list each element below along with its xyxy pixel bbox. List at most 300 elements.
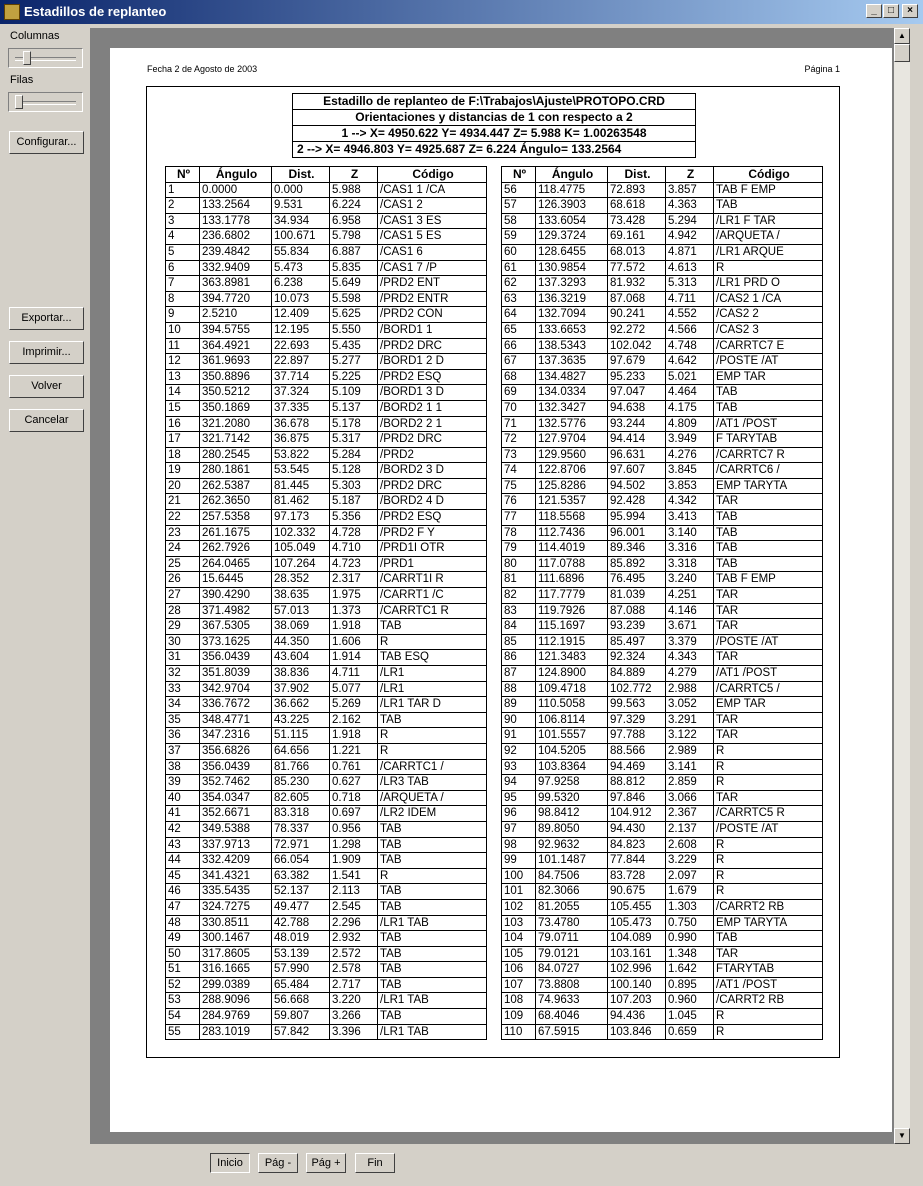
table-cell: 236.6802 [200, 229, 272, 245]
table-cell: 68 [502, 369, 536, 385]
table-cell: /LR1 [378, 666, 487, 682]
table-row [502, 541, 823, 557]
table-row [166, 666, 487, 682]
table-cell: 3.949 [666, 432, 714, 448]
table-cell: R [714, 1009, 823, 1025]
table-cell: TAR [714, 712, 823, 728]
table-cell: 4.642 [666, 354, 714, 370]
table-cell: 23 [166, 525, 200, 541]
table-cell: 94 [502, 775, 536, 791]
table-cell: 53.822 [272, 447, 330, 463]
table-cell: 102.042 [608, 338, 666, 354]
table-row [502, 432, 823, 448]
table-cell: 105.473 [608, 915, 666, 931]
table-cell: 38 [166, 759, 200, 775]
table-cell: 110.5058 [536, 697, 608, 713]
table-cell: 34.934 [272, 213, 330, 229]
table-row [502, 962, 823, 978]
table-row [502, 478, 823, 494]
table-cell: 79.0121 [536, 946, 608, 962]
table-cell: 66.054 [272, 853, 330, 869]
table-cell: 332.4209 [200, 853, 272, 869]
report-subtitle: Orientaciones y distancias de 1 con respecto a 2 [293, 110, 696, 126]
table-cell: 51 [166, 962, 200, 978]
table-cell: 3.396 [330, 1024, 378, 1040]
table-cell: TAB [714, 510, 823, 526]
table-cell: 52.137 [272, 884, 330, 900]
table-cell: TAR [714, 946, 823, 962]
table-cell: 95.994 [608, 510, 666, 526]
table-cell: /POSTE /AT [714, 821, 823, 837]
table-cell: /LR1 TAB [378, 1024, 487, 1040]
table-cell: 53.139 [272, 946, 330, 962]
col-header-dist: Dist. [608, 167, 666, 183]
table-cell: 85.230 [272, 775, 330, 791]
table-cell: 29 [166, 619, 200, 635]
close-button[interactable]: × [902, 4, 918, 18]
col-header-z: Z [330, 167, 378, 183]
maximize-button[interactable]: □ [883, 4, 899, 18]
table-cell: 361.9693 [200, 354, 272, 370]
table-cell: 42 [166, 821, 200, 837]
col-header-angulo: Ángulo [536, 167, 608, 183]
table-cell: R [378, 868, 487, 884]
table-row [166, 821, 487, 837]
table-cell: 239.4842 [200, 244, 272, 260]
table-cell: 10.073 [272, 291, 330, 307]
table-cell: 16 [166, 416, 200, 432]
table-cell: 44 [166, 853, 200, 869]
table-cell: /CARRT2 RB [714, 993, 823, 1009]
table-cell: 95.233 [608, 369, 666, 385]
table-row [502, 821, 823, 837]
table-cell: 1.918 [330, 619, 378, 635]
table-cell: 78.337 [272, 821, 330, 837]
table-cell: TAB F EMP [714, 572, 823, 588]
table-cell: 99.563 [608, 697, 666, 713]
table-cell: 98 [502, 837, 536, 853]
table-cell: 5.128 [330, 463, 378, 479]
table-cell: 2.317 [330, 572, 378, 588]
table-cell: 49 [166, 931, 200, 947]
table-cell: 133.6054 [536, 213, 608, 229]
table-cell: 352.6671 [200, 806, 272, 822]
table-cell: 4.464 [666, 385, 714, 401]
table-cell: TAB F EMP [714, 182, 823, 198]
table-cell: 118.4775 [536, 182, 608, 198]
table-row [166, 993, 487, 1009]
table-cell: 2.162 [330, 712, 378, 728]
table-cell: 87.088 [608, 603, 666, 619]
table-cell: 37.902 [272, 681, 330, 697]
table-cell: 1.918 [330, 728, 378, 744]
table-cell: /CARRTC7 R [714, 447, 823, 463]
table-cell: /ARQUETA / [714, 229, 823, 245]
table-row [166, 213, 487, 229]
table-row [502, 572, 823, 588]
table-cell: 316.1665 [200, 962, 272, 978]
table-cell: 57 [502, 198, 536, 214]
col-header-z: Z [666, 167, 714, 183]
table-cell: 37.324 [272, 385, 330, 401]
table-cell: 109.4718 [536, 681, 608, 697]
table-cell: 73 [502, 447, 536, 463]
table-cell: 5.077 [330, 681, 378, 697]
table-cell: 69.161 [608, 229, 666, 245]
table-cell: /PRD2 DRC [378, 478, 487, 494]
table-row [502, 1009, 823, 1025]
table-cell: 39 [166, 775, 200, 791]
table-cell: 43.604 [272, 650, 330, 666]
table-cell: 15.6445 [200, 572, 272, 588]
col-header-angulo: Ángulo [200, 167, 272, 183]
table-cell: 5 [166, 244, 200, 260]
table-cell: 1.373 [330, 603, 378, 619]
table-cell: /PRD2 ENT [378, 276, 487, 292]
table-cell: 4.279 [666, 666, 714, 682]
table-cell: 62 [502, 276, 536, 292]
table-cell: /CAS1 3 ES [378, 213, 487, 229]
table-cell: 81 [502, 572, 536, 588]
table-cell: 2.578 [330, 962, 378, 978]
next-page-button[interactable]: Pág + [306, 1153, 346, 1173]
minimize-button[interactable]: _ [866, 4, 882, 18]
table-cell: 350.1869 [200, 400, 272, 416]
table-row [166, 572, 487, 588]
table-row [502, 322, 823, 338]
table-cell: 134.4827 [536, 369, 608, 385]
table-cell: 2.608 [666, 837, 714, 853]
table-cell: 37 [166, 743, 200, 759]
table-row [502, 603, 823, 619]
table-cell: 92.9632 [536, 837, 608, 853]
table-cell: 2.859 [666, 775, 714, 791]
table-cell: 102 [502, 899, 536, 915]
table-cell: 6.238 [272, 276, 330, 292]
table-row [166, 899, 487, 915]
exportar-button[interactable]: Exportar... [9, 307, 84, 330]
table-cell: 72.971 [272, 837, 330, 853]
table-cell: 56.668 [272, 993, 330, 1009]
scroll-thumb[interactable] [894, 44, 910, 62]
table-row [166, 915, 487, 931]
fin-button[interactable]: Fin [355, 1153, 395, 1173]
table-cell: 4.276 [666, 447, 714, 463]
imprimir-button[interactable]: Imprimir... [9, 341, 84, 364]
table-cell: /POSTE /AT [714, 634, 823, 650]
table-row [502, 369, 823, 385]
table-cell: 133.6653 [536, 322, 608, 338]
table-cell: 38.836 [272, 666, 330, 682]
table-row [166, 291, 487, 307]
table-row [502, 400, 823, 416]
table-cell: 300.1467 [200, 931, 272, 947]
table-cell: 83.728 [608, 868, 666, 884]
inicio-button[interactable]: Inicio [210, 1153, 250, 1173]
table-row [502, 588, 823, 604]
table-cell: 3.220 [330, 993, 378, 1009]
table-cell: 65 [502, 322, 536, 338]
table-cell: 332.9409 [200, 260, 272, 276]
table-cell: 394.5755 [200, 322, 272, 338]
table-cell: 97.329 [608, 712, 666, 728]
table-cell: 81.039 [608, 588, 666, 604]
table-cell: /BORD2 4 D [378, 494, 487, 510]
table-cell: 112.1915 [536, 634, 608, 650]
table-cell: 88.812 [608, 775, 666, 791]
table-cell: 77.572 [608, 260, 666, 276]
table-row [166, 198, 487, 214]
table-row [166, 790, 487, 806]
table-cell: 72 [502, 432, 536, 448]
table-cell: 92.272 [608, 322, 666, 338]
data-table-left [165, 166, 487, 1040]
table-cell: 68.4046 [536, 1009, 608, 1025]
table-cell: 76.495 [608, 572, 666, 588]
table-cell: 84.0727 [536, 962, 608, 978]
table-cell: 9.531 [272, 198, 330, 214]
table-cell: 112.7436 [536, 525, 608, 541]
table-cell: 5.356 [330, 510, 378, 526]
vertical-scrollbar[interactable] [894, 28, 910, 1144]
table-cell: 18 [166, 447, 200, 463]
table-cell: 86 [502, 650, 536, 666]
table-row [502, 993, 823, 1009]
cancelar-button[interactable]: Cancelar [9, 409, 84, 432]
table-row [502, 525, 823, 541]
table-cell: 121.5357 [536, 494, 608, 510]
table-cell: 348.4771 [200, 712, 272, 728]
volver-button[interactable]: Volver [9, 375, 84, 398]
table-cell: 100.140 [608, 977, 666, 993]
table-cell: /CAS2 3 [714, 322, 823, 338]
table-cell: 0.750 [666, 915, 714, 931]
table-cell: 84.889 [608, 666, 666, 682]
table-cell: 81.932 [608, 276, 666, 292]
table-cell: /PRD1 [378, 556, 487, 572]
table-cell: /BORD1 2 D [378, 354, 487, 370]
table-row [166, 229, 487, 245]
table-cell: 97.607 [608, 463, 666, 479]
table-cell: 94.469 [608, 759, 666, 775]
table-cell: 89.8050 [536, 821, 608, 837]
table-cell: 47 [166, 899, 200, 915]
table-row [166, 806, 487, 822]
table-cell: R [378, 728, 487, 744]
table-cell: 5.178 [330, 416, 378, 432]
table-row [502, 868, 823, 884]
table-cell: R [714, 1024, 823, 1040]
table-row [166, 541, 487, 557]
table-cell: R [378, 634, 487, 650]
table-row [166, 728, 487, 744]
table-cell: 69 [502, 385, 536, 401]
table-cell: 6.958 [330, 213, 378, 229]
table-cell: 0.659 [666, 1024, 714, 1040]
table-row [502, 681, 823, 697]
table-row [502, 806, 823, 822]
table-cell: 68.618 [608, 198, 666, 214]
table-cell: 124.8900 [536, 666, 608, 682]
table-cell: 106 [502, 962, 536, 978]
table-cell: /CARRTC7 E [714, 338, 823, 354]
table-cell: /PRD2 CON [378, 307, 487, 323]
table-cell: 12.195 [272, 322, 330, 338]
columnas-slider[interactable] [8, 48, 83, 68]
table-cell: 2.572 [330, 946, 378, 962]
table-cell: 38.635 [272, 588, 330, 604]
table-cell: 57.013 [272, 603, 330, 619]
table-cell: TAB [378, 899, 487, 915]
table-cell: TAB [714, 931, 823, 947]
table-row [166, 743, 487, 759]
table-cell: 133.2564 [200, 198, 272, 214]
table-row [166, 338, 487, 354]
table-cell: 77.844 [608, 853, 666, 869]
table-cell: 50 [166, 946, 200, 962]
table-cell: 354.0347 [200, 790, 272, 806]
table-cell: 33 [166, 681, 200, 697]
table-cell: 5.649 [330, 276, 378, 292]
table-cell: 96.631 [608, 447, 666, 463]
table-cell: /CAS1 5 ES [378, 229, 487, 245]
table-cell: 3.857 [666, 182, 714, 198]
table-cell: 336.7672 [200, 697, 272, 713]
table-cell: 2.717 [330, 977, 378, 993]
table-cell: 1.303 [666, 899, 714, 915]
table-cell: /BORD2 3 D [378, 463, 487, 479]
table-cell: 74 [502, 463, 536, 479]
table-cell: 4.342 [666, 494, 714, 510]
table-cell: 44.350 [272, 634, 330, 650]
table-cell: 3.052 [666, 697, 714, 713]
table-cell: 42.788 [272, 915, 330, 931]
table-cell: 371.4982 [200, 603, 272, 619]
table-cell: 110 [502, 1024, 536, 1040]
table-cell: 81.445 [272, 478, 330, 494]
table-cell: R [714, 884, 823, 900]
table-cell: 84 [502, 619, 536, 635]
table-cell: 3 [166, 213, 200, 229]
table-row [166, 712, 487, 728]
scroll-up-icon[interactable]: ▲ [894, 28, 910, 44]
table-cell: R [714, 837, 823, 853]
table-row [502, 790, 823, 806]
columnas-slider-thumb[interactable] [23, 51, 31, 65]
table-cell: 321.7142 [200, 432, 272, 448]
table-cell: 4.146 [666, 603, 714, 619]
table-cell: R [714, 260, 823, 276]
filas-slider-thumb[interactable] [15, 95, 23, 109]
col-header-codigo: Código [378, 167, 487, 183]
table-cell: 111.6896 [536, 572, 608, 588]
table-cell: 114.4019 [536, 541, 608, 557]
table-cell: 36 [166, 728, 200, 744]
table-row [502, 837, 823, 853]
table-cell: R [714, 743, 823, 759]
table-cell: /PRD2 ESQ [378, 369, 487, 385]
table-cell: 5.550 [330, 322, 378, 338]
table-cell: 347.2316 [200, 728, 272, 744]
table-cell: 7 [166, 276, 200, 292]
table-cell: 5.109 [330, 385, 378, 401]
table-cell: 6 [166, 260, 200, 276]
columnas-label: Columnas [10, 30, 60, 42]
table-cell: 79.0711 [536, 931, 608, 947]
table-cell: 3.229 [666, 853, 714, 869]
table-cell: /PRD2 F Y [378, 525, 487, 541]
table-cell: 73.428 [608, 213, 666, 229]
table-cell: 68.013 [608, 244, 666, 260]
table-row [166, 510, 487, 526]
table-row [166, 556, 487, 572]
table-row [166, 354, 487, 370]
table-row [502, 354, 823, 370]
table-cell: 26 [166, 572, 200, 588]
table-cell: 81.462 [272, 494, 330, 510]
table-cell: 79 [502, 541, 536, 557]
table-cell: /BORD2 2 1 [378, 416, 487, 432]
table-cell: 88.566 [608, 743, 666, 759]
filas-slider[interactable] [8, 92, 83, 112]
table-cell: 38.069 [272, 619, 330, 635]
table-row [502, 743, 823, 759]
table-cell: 107.264 [272, 556, 330, 572]
table-cell: 41 [166, 806, 200, 822]
table-cell: /PRD2 [378, 447, 487, 463]
table-cell: 4.711 [666, 291, 714, 307]
table-cell: 3.671 [666, 619, 714, 635]
table-cell: 0.761 [330, 759, 378, 775]
table-cell: 341.4321 [200, 868, 272, 884]
table-cell: 99.5320 [536, 790, 608, 806]
table-cell: /CARRTC5 / [714, 681, 823, 697]
table-row [502, 260, 823, 276]
table-cell: 104.5205 [536, 743, 608, 759]
table-cell: TAB [378, 946, 487, 962]
table-cell: 4.566 [666, 322, 714, 338]
table-cell: 80 [502, 556, 536, 572]
table-cell: 87.068 [608, 291, 666, 307]
table-cell: 5.225 [330, 369, 378, 385]
prev-page-button[interactable]: Pág - [258, 1153, 298, 1173]
table-cell: 22.897 [272, 354, 330, 370]
table-row [502, 510, 823, 526]
table-cell: 36.875 [272, 432, 330, 448]
table-cell: 5.435 [330, 338, 378, 354]
configurar-button[interactable]: Configurar... [9, 131, 84, 154]
table-cell: 107.203 [608, 993, 666, 1009]
table-cell: 66 [502, 338, 536, 354]
table-cell: 119.7926 [536, 603, 608, 619]
table-row [166, 759, 487, 775]
table-row [166, 931, 487, 947]
table-cell: 53.545 [272, 463, 330, 479]
table-row [502, 853, 823, 869]
filas-label: Filas [10, 74, 34, 86]
table-cell: 34 [166, 697, 200, 713]
table-cell: 9 [166, 307, 200, 323]
table-cell: 103.161 [608, 946, 666, 962]
col-header-dist: Dist. [272, 167, 330, 183]
table-cell: /LR1 TAB [378, 993, 487, 1009]
table-cell: 4.728 [330, 525, 378, 541]
table-cell: 37.335 [272, 400, 330, 416]
table-cell: 2.989 [666, 743, 714, 759]
scroll-down-icon[interactable]: ▼ [894, 1128, 910, 1144]
table-cell: 356.6826 [200, 743, 272, 759]
table-cell: 99 [502, 853, 536, 869]
